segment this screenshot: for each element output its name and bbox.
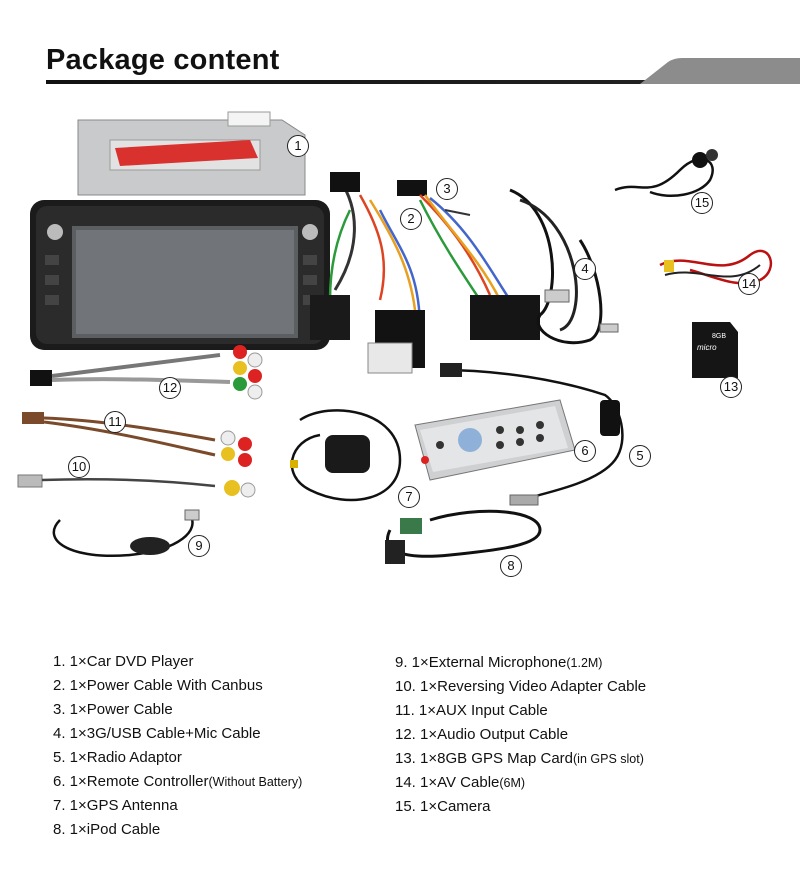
- list-item: 10. 1×Reversing Video Adapter Cable: [395, 678, 647, 695]
- callout-marker: 12: [159, 377, 181, 399]
- callout-marker: 15: [691, 192, 713, 214]
- callout-marker: 5: [629, 445, 651, 467]
- camera-image: [615, 149, 718, 196]
- list-item: 4. 1×3G/USB Cable+Mic Cable: [53, 725, 261, 742]
- list-item: 6. 1×Remote Controller(Without Battery): [53, 773, 303, 790]
- list-item: 2. 1×Power Cable With Canbus: [53, 677, 263, 694]
- callout-marker: 6: [574, 440, 596, 462]
- external-microphone-image: [54, 510, 199, 556]
- aux-input-cable-image: [22, 412, 252, 467]
- list-item: 8. 1×iPod Cable: [53, 821, 161, 838]
- page-title: Package content: [46, 44, 280, 76]
- callout-marker: 1: [287, 135, 309, 157]
- svg-text:8GB: 8GB: [712, 333, 727, 340]
- list-item: 12. 1×Audio Output Cable: [395, 726, 569, 743]
- list-item: 14. 1×AV Cable(6M): [395, 774, 526, 791]
- gps-antenna-image: [290, 410, 400, 500]
- remote-controller-image: [415, 400, 575, 480]
- list-item: 11. 1×AUX Input Cable: [395, 702, 548, 719]
- callout-marker: 11: [104, 411, 126, 433]
- list-item: 9. 1×External Microphone(1.2M): [395, 654, 603, 671]
- list-item: 5. 1×Radio Adaptor: [53, 749, 182, 766]
- callout-marker: 13: [720, 376, 742, 398]
- list-item: 1. 1×Car DVD Player: [53, 653, 194, 670]
- callout-marker: 7: [398, 486, 420, 508]
- car-dvd-player-image: [30, 112, 330, 350]
- list-item: 13. 1×8GB GPS Map Card(in GPS slot): [395, 750, 644, 767]
- micro-sd-card-image: [692, 322, 738, 378]
- list-item: 3. 1×Power Cable: [53, 701, 173, 718]
- contents-list-right: [395, 651, 646, 819]
- list-item: 15. 1×Camera: [395, 798, 491, 815]
- callout-marker: 10: [68, 456, 90, 478]
- header-tab-shape: [640, 56, 800, 84]
- callout-marker: 2: [400, 208, 422, 230]
- contents-list-left: [53, 650, 302, 842]
- callout-marker: 3: [436, 178, 458, 200]
- callout-marker: 9: [188, 535, 210, 557]
- list-item: 7. 1×GPS Antenna: [53, 797, 178, 814]
- audio-output-cable-image: [30, 345, 262, 399]
- callout-marker: 14: [738, 273, 760, 295]
- package-contents-photo: [0, 100, 800, 600]
- callout-marker: 4: [574, 258, 596, 280]
- svg-text:micro: micro: [697, 343, 717, 352]
- reversing-video-cable-image: [18, 475, 255, 497]
- callout-marker: 8: [500, 555, 522, 577]
